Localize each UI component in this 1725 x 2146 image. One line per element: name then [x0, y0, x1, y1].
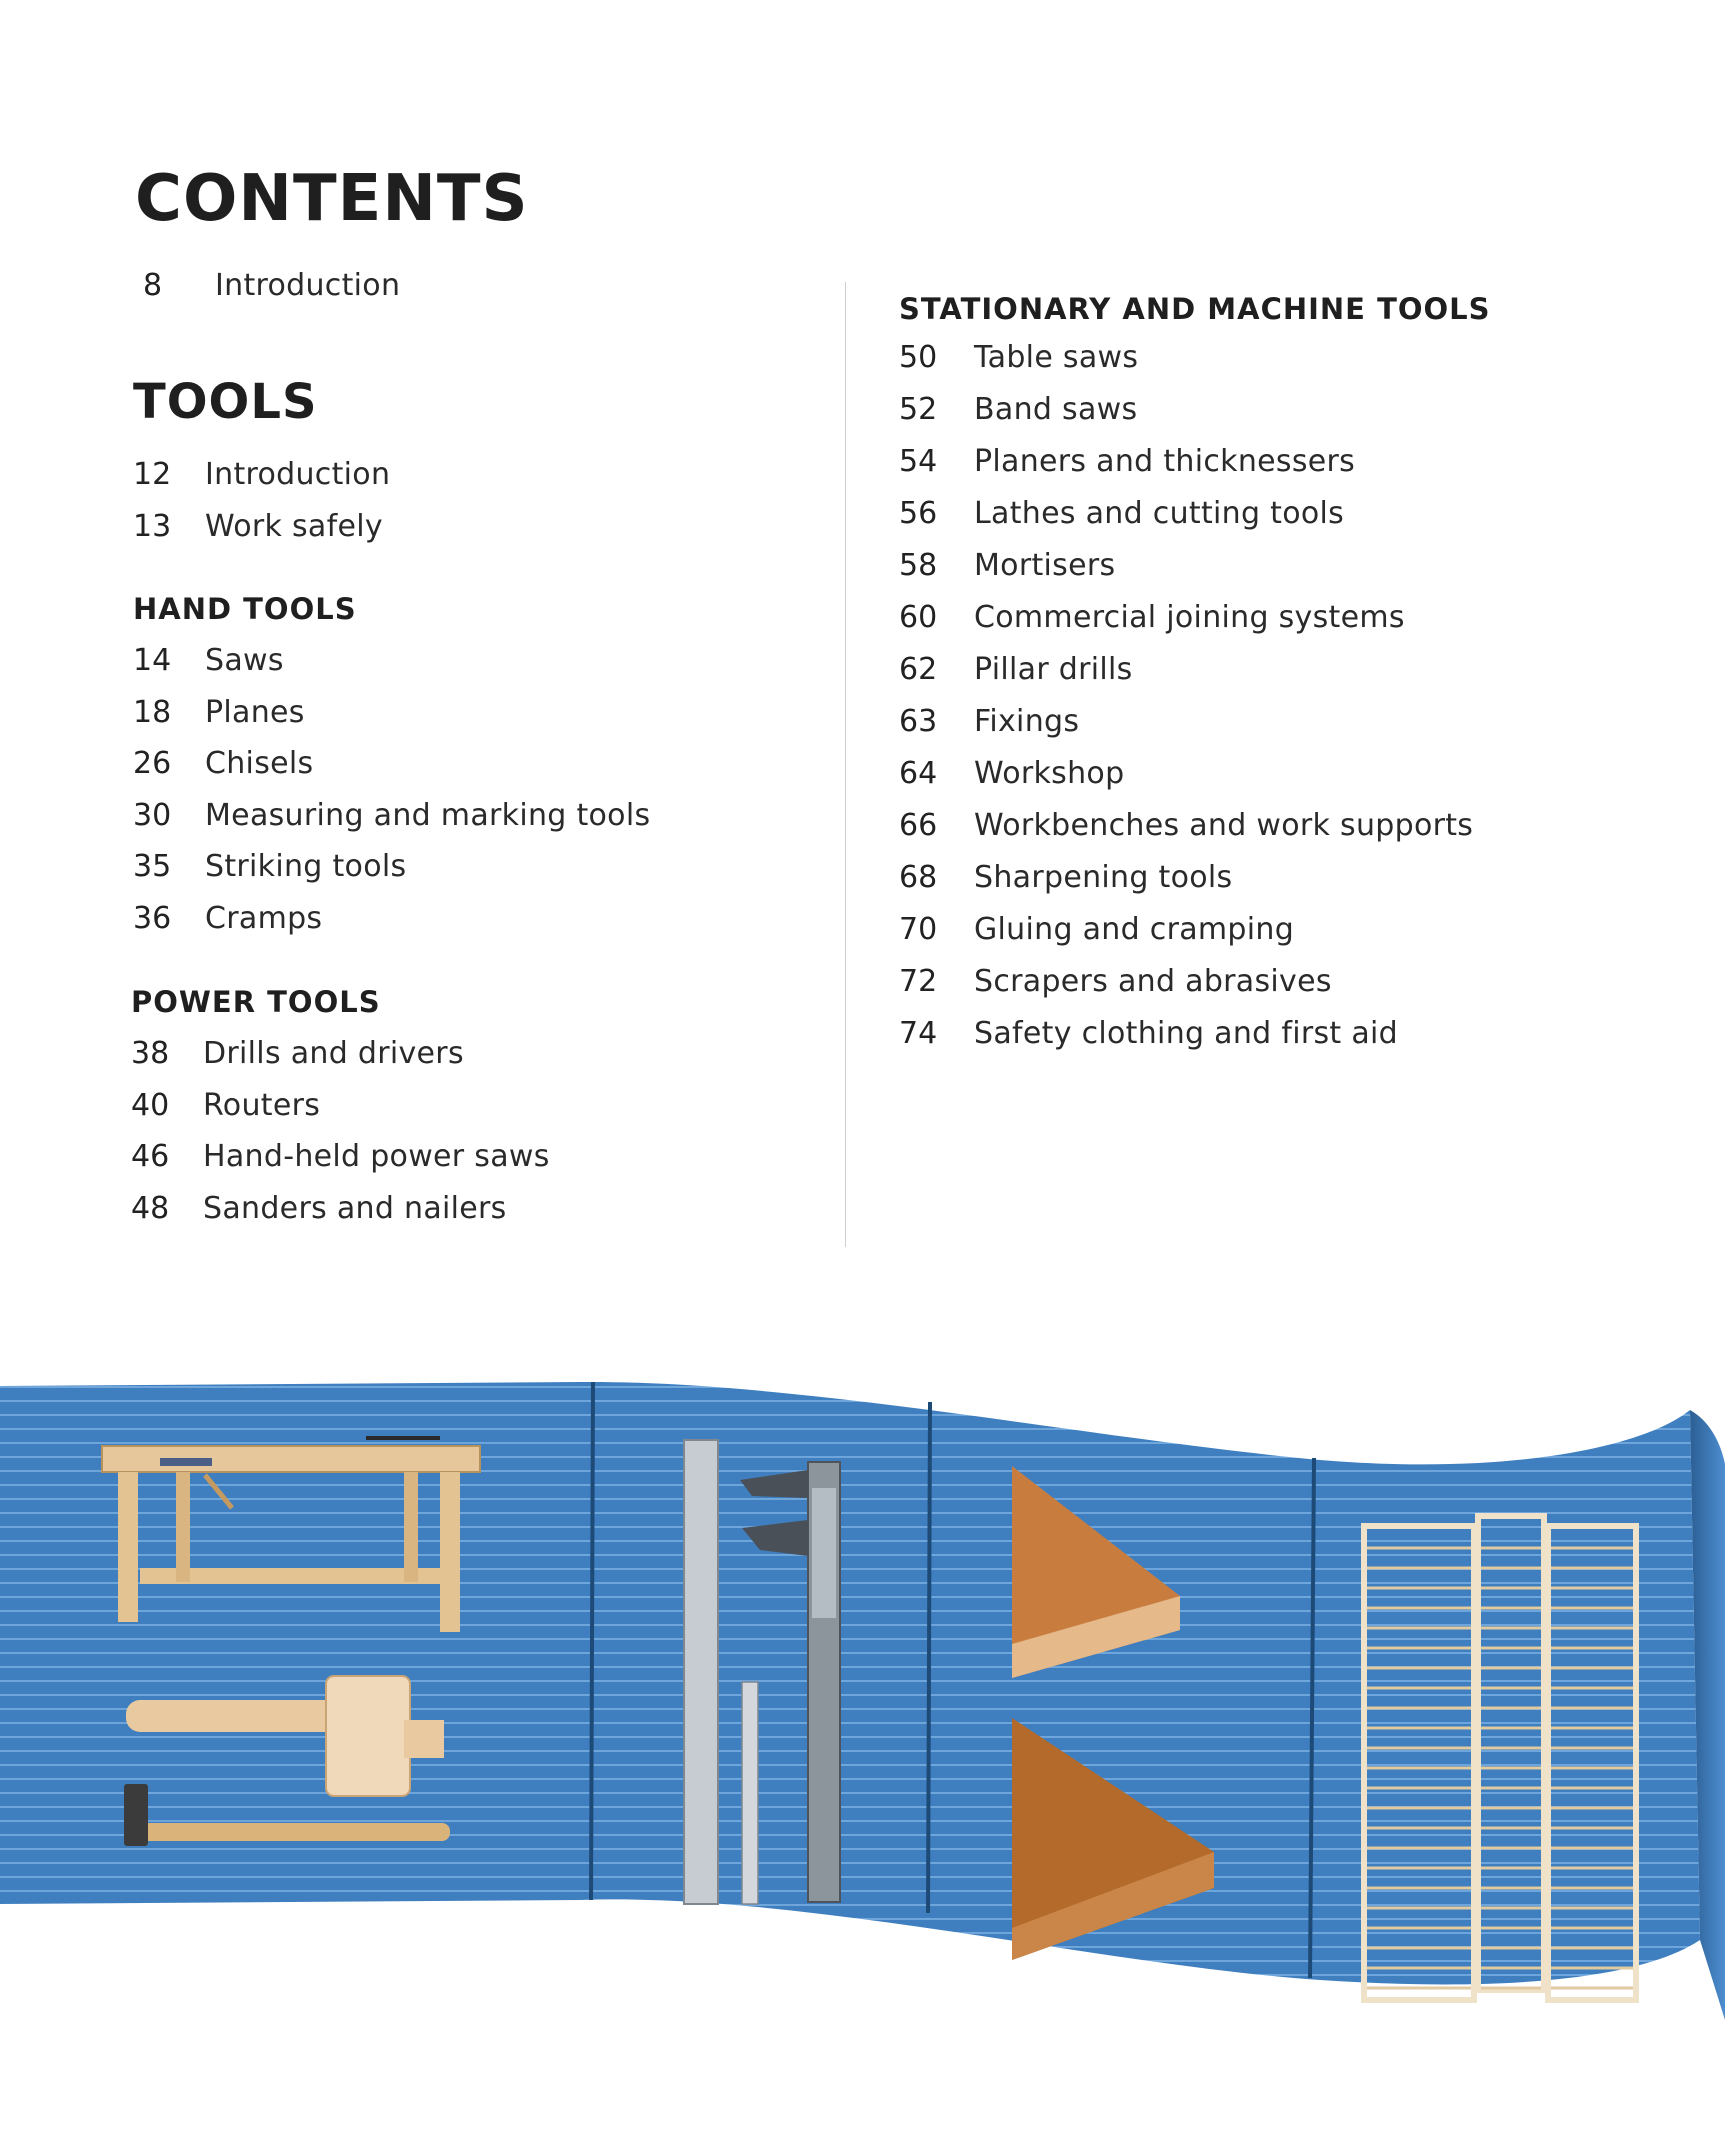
toc-entry[interactable] [131, 1088, 550, 1140]
page-number: 54 [899, 444, 938, 479]
page-number: 68 [899, 860, 938, 895]
page-number: 62 [899, 652, 938, 687]
page-number: 12 [133, 457, 172, 492]
section-heading-stationary-tools: STATIONARY AND MACHINE TOOLS [899, 292, 1491, 326]
toc-entry[interactable] [899, 704, 1473, 756]
entry-title: Workshop [974, 756, 1125, 791]
toc-entry[interactable] [131, 1036, 550, 1088]
page-number: 13 [133, 508, 172, 544]
toc-entry[interactable] [143, 268, 400, 320]
entry-title: Planers and thicknessers [974, 444, 1356, 479]
page-number: 56 [899, 496, 938, 531]
hand-tools-list [133, 643, 650, 952]
entry-title: Saws [205, 643, 284, 678]
page-number: 46 [131, 1139, 170, 1174]
entry-title: Scrapers and abrasives [974, 964, 1332, 999]
page-number: 36 [133, 900, 172, 936]
page-title: CONTENTS [135, 162, 529, 236]
page-number: 52 [899, 392, 938, 427]
toc-entry[interactable] [899, 652, 1473, 704]
toc-entry[interactable] [133, 746, 650, 798]
toc-entry[interactable] [899, 964, 1473, 1016]
page-number: 38 [131, 1036, 170, 1071]
entry-title: Striking tools [205, 849, 407, 884]
toc-entry[interactable] [899, 600, 1473, 652]
toc-entry[interactable] [133, 695, 650, 747]
page-number: 58 [899, 548, 938, 583]
entry-title: Measuring and marking tools [205, 797, 651, 833]
page-number: 26 [133, 746, 172, 781]
page-number: 18 [133, 694, 172, 730]
toc-entry[interactable] [133, 509, 390, 561]
entry-title: Work safely [205, 508, 383, 544]
entry-title: Fixings [974, 704, 1080, 739]
column-divider [845, 282, 846, 1247]
entry-title: Commercial joining systems [974, 600, 1405, 635]
entry-title: Lathes and cutting tools [974, 496, 1345, 531]
section-heading-power-tools: POWER TOOLS [131, 985, 381, 1019]
entry-title: Gluing and cramping [974, 912, 1295, 947]
toc-entry[interactable] [899, 860, 1473, 912]
page-number: 14 [133, 643, 172, 678]
pegboard-banner [0, 1380, 1725, 2020]
entry-title: Workbenches and work supports [974, 808, 1474, 843]
toc-entry[interactable] [131, 1191, 550, 1243]
page-number: 66 [899, 808, 938, 843]
toc-entry[interactable] [899, 392, 1473, 444]
page-number: 63 [899, 704, 938, 739]
entry-title: Drills and drivers [203, 1036, 464, 1071]
page-number: 8 [143, 268, 163, 303]
toc-entry[interactable] [899, 912, 1473, 964]
page-number: 74 [899, 1016, 938, 1051]
tools-list [133, 457, 390, 560]
page-number: 40 [131, 1087, 170, 1123]
stationary-tools-list [899, 340, 1473, 1068]
page-number: 35 [133, 849, 172, 884]
toc-entry[interactable] [133, 849, 650, 901]
entry-title: Hand-held power saws [203, 1139, 550, 1174]
entry-title: Planes [205, 694, 305, 730]
power-tools-list [131, 1036, 550, 1242]
toc-entry[interactable] [899, 340, 1473, 392]
page-number: 30 [133, 797, 172, 833]
intro-list [143, 268, 400, 320]
toc-entry[interactable] [133, 643, 650, 695]
entry-title: Sharpening tools [974, 860, 1233, 895]
entry-title: Band saws [974, 392, 1138, 427]
toc-entry[interactable] [899, 496, 1473, 548]
page-number: 70 [899, 912, 938, 947]
entry-title: Sanders and nailers [203, 1190, 507, 1226]
toc-entry[interactable] [899, 756, 1473, 808]
page-number: 50 [899, 340, 938, 375]
entry-title: Introduction [215, 268, 401, 303]
page-number: 48 [131, 1190, 170, 1226]
page-number: 60 [899, 600, 938, 635]
toc-entry[interactable] [133, 457, 390, 509]
page-number: 64 [899, 756, 938, 791]
toc-entry[interactable] [899, 1016, 1473, 1068]
toc-entry[interactable] [899, 444, 1473, 496]
entry-title: Table saws [974, 340, 1139, 375]
toc-entry[interactable] [131, 1139, 550, 1191]
entry-title: Routers [203, 1087, 321, 1123]
section-heading-hand-tools: HAND TOOLS [133, 592, 357, 626]
entry-title: Mortisers [974, 548, 1116, 583]
entry-title: Cramps [205, 900, 323, 936]
section-heading-tools: TOOLS [133, 374, 318, 430]
page-number: 72 [899, 964, 938, 999]
toc-entry[interactable] [133, 901, 650, 953]
toc-entry[interactable] [899, 548, 1473, 600]
toc-entry[interactable] [133, 798, 650, 850]
entry-title: Introduction [205, 457, 391, 492]
entry-title: Safety clothing and first aid [974, 1016, 1398, 1051]
entry-title: Pillar drills [974, 652, 1133, 687]
toc-entry[interactable] [899, 808, 1473, 860]
entry-title: Chisels [205, 746, 314, 781]
